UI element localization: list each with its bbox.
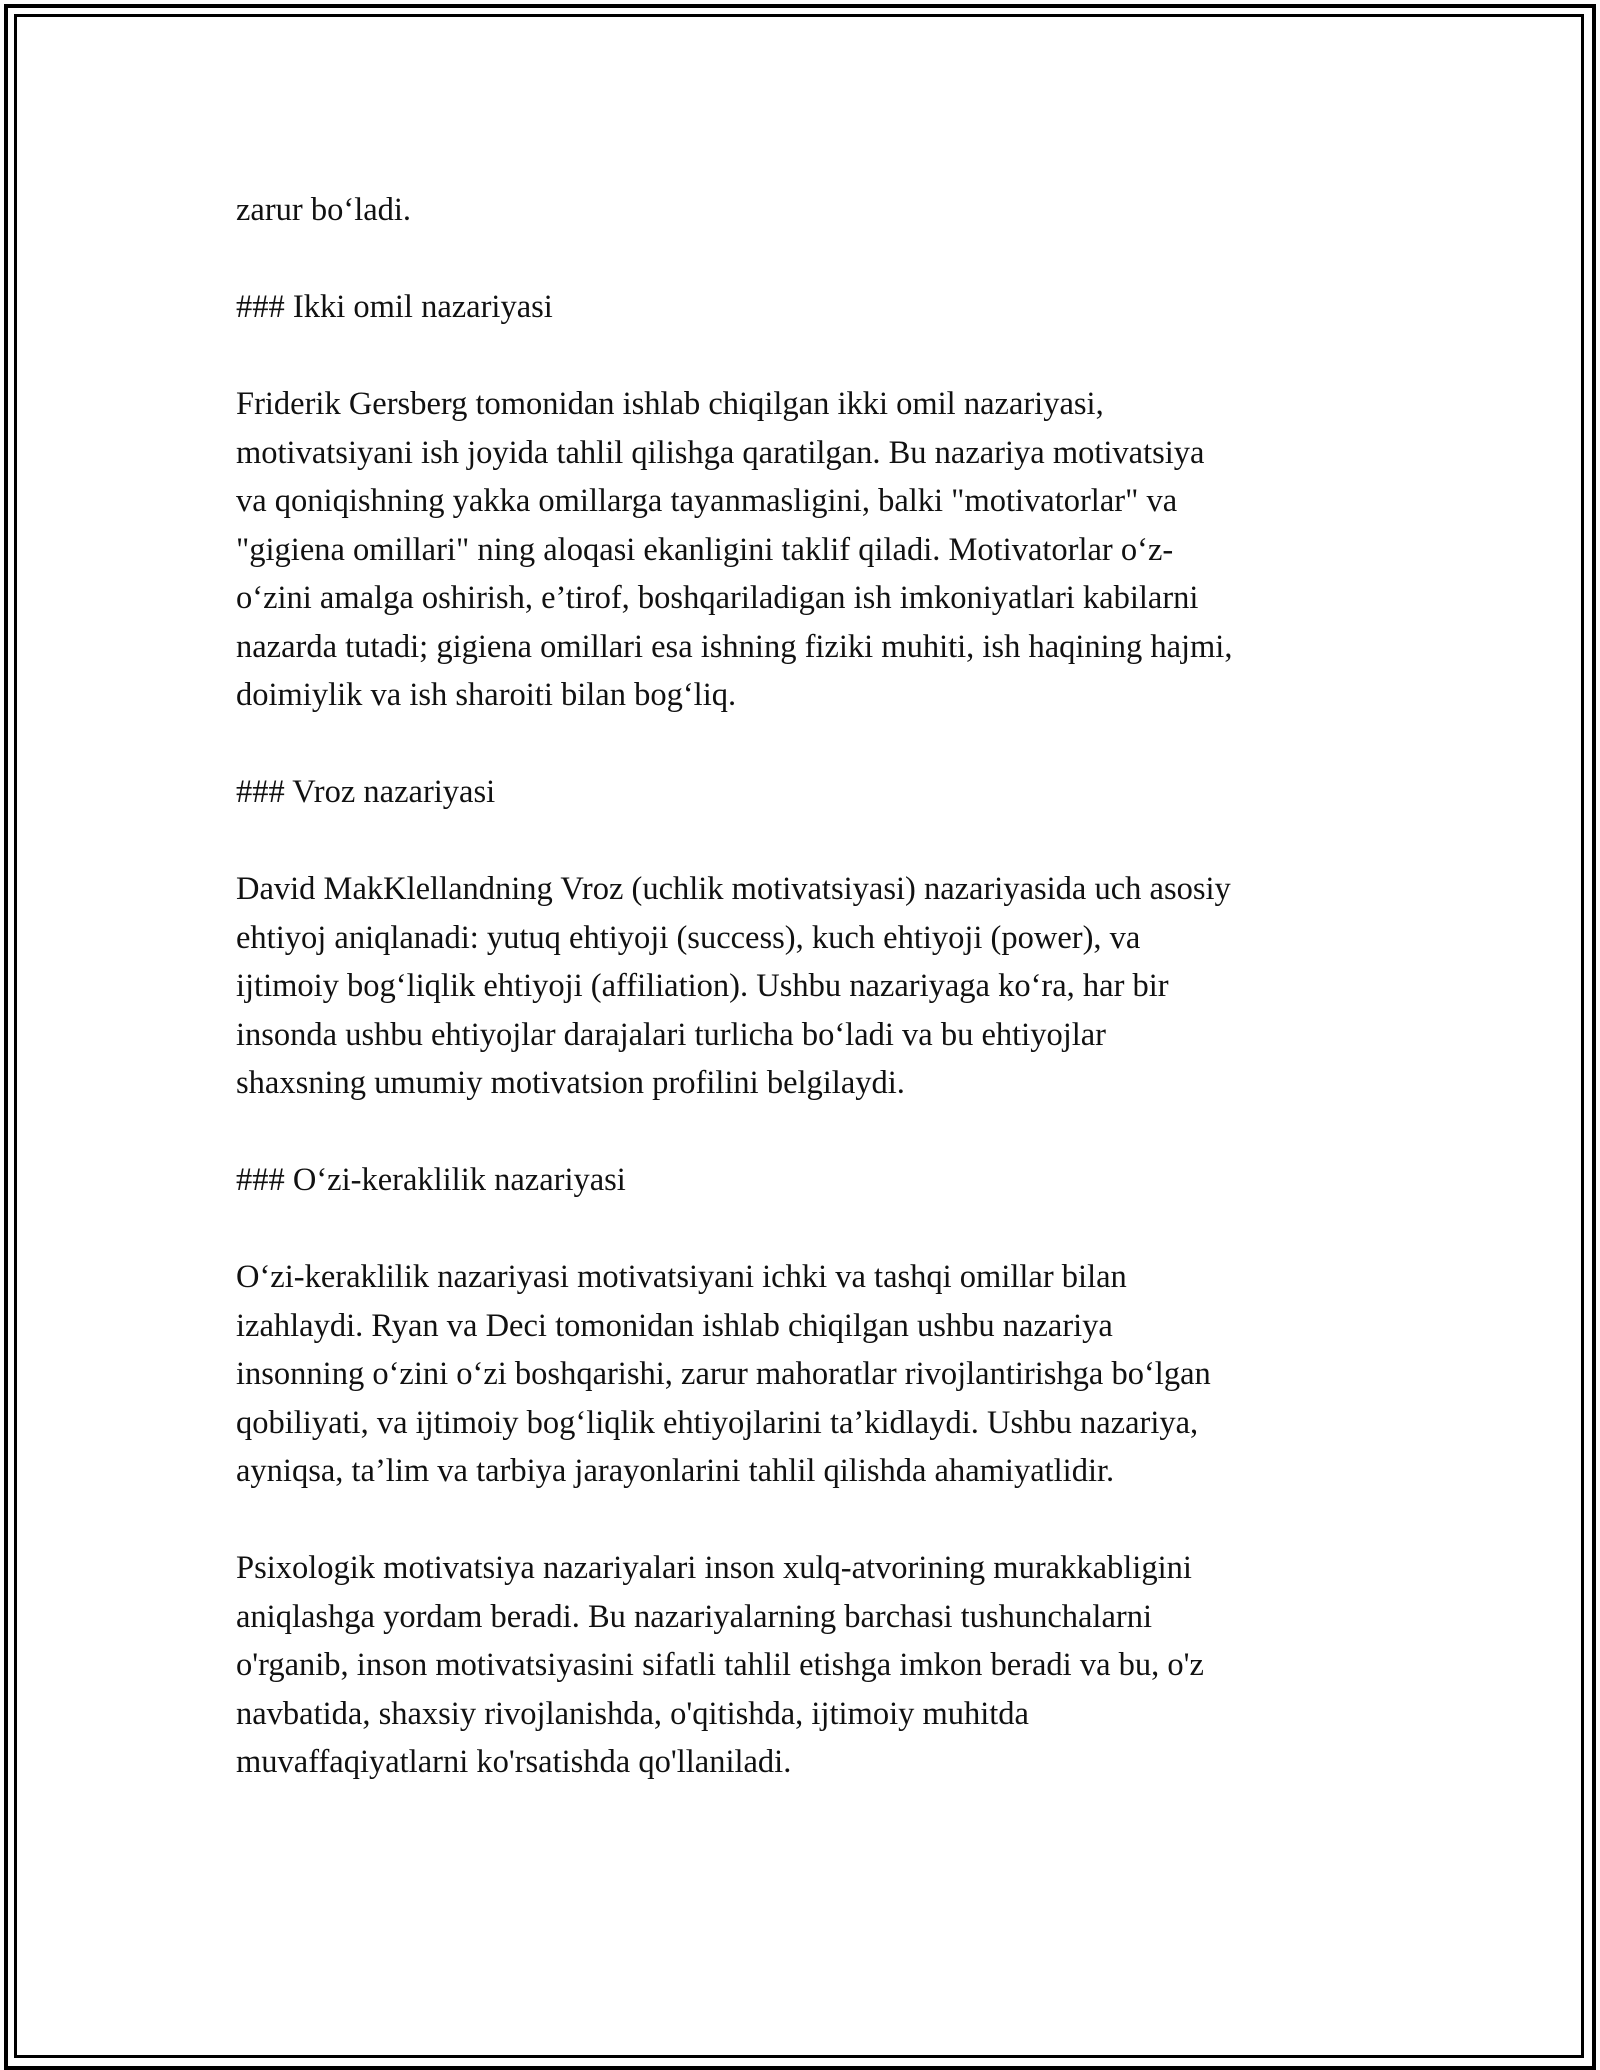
- text-line: motivatsiyani ish joyida tahlil qilishga qaratilgan. Bu nazariya motivatsiya: [236, 434, 1205, 471]
- heading-vroz-theory: [236, 768, 1366, 817]
- text-line: doimiylik va ish sharoiti bilan bog‘liq.: [236, 677, 737, 713]
- section-heading: ### O‘zi-keraklilik nazariyasi: [236, 1162, 626, 1198]
- text-line: zarur bo‘ladi.: [236, 192, 412, 228]
- text-line: aniqlashga yordam beradi. Bu nazariyalarning barchasi tushunchalarni: [236, 1598, 1152, 1635]
- text-line: muvaffaqiyatlarni ko'rsatishda qo'llaniladi.: [236, 1744, 792, 1780]
- text-line: ayniqsa, ta’lim va tarbiya jarayonlarini tahlil qilishda ahamiyatlidir.: [236, 1453, 1115, 1489]
- text-line: ehtiyoj aniqlanadi: yutuq ehtiyoji (success), kuch ehtiyoji (power), va: [236, 919, 1141, 956]
- text-line: insonning o‘zini o‘zi boshqarishi, zarur mahoratlar rivojlantirishga bo‘lgan: [236, 1356, 1211, 1392]
- text-line: navbatida, shaxsiy rivojlanishda, o'qitishda, ijtimoiy muhitda: [236, 1695, 1029, 1732]
- text-line: O‘zi-keraklilik nazariyasi motivatsiyani ichki va tashqi omillar bilan: [236, 1259, 1127, 1295]
- section-heading: ### Vroz nazariyasi: [236, 774, 496, 810]
- text-line: va qoniqishning yakka omillarga tayanmasligini, balki "motivatorlar" va: [236, 483, 1178, 519]
- paragraph-intro-fragment: [236, 186, 1366, 235]
- document-page: [236, 186, 1366, 1835]
- text-line: o‘zini amalga oshirish, e’tirof, boshqariladigan ish imkoniyatlari kabilarni: [236, 580, 1199, 616]
- text-line: nazarda tutadi; gigiena omillari esa ishning fiziki muhiti, ish haqining hajmi,: [236, 628, 1233, 665]
- paragraph-self-determination-theory: [236, 1253, 1366, 1496]
- text-line: izahlaydi. Ryan va Deci tomonidan ishlab chiqilgan ushbu nazariya: [236, 1307, 1113, 1344]
- text-line: Psixologik motivatsiya nazariyalari inson xulq-atvorining murakkabligini: [236, 1550, 1192, 1586]
- paragraph-two-factor-theory: [236, 380, 1366, 720]
- text-line: qobiliyati, va ijtimoiy bog‘liqlik ehtiyojlarini ta’kidlaydi. Ushbu nazariya,: [236, 1404, 1199, 1441]
- heading-self-determination-theory: [236, 1156, 1366, 1205]
- heading-two-factor-theory: [236, 283, 1366, 332]
- text-line: "gigiena omillari" ning aloqasi ekanligini taklif qiladi. Motivatorlar o‘z-: [236, 531, 1174, 568]
- text-line: o'rganib, inson motivatsiyasini sifatli tahlil etishga imkon beradi va bu, o'z: [236, 1647, 1204, 1683]
- text-line: insonda ushbu ehtiyojlar darajalari turlicha bo‘ladi va bu ehtiyojlar: [236, 1016, 1107, 1053]
- text-line: Friderik Gersberg tomonidan ishlab chiqilgan ikki omil nazariyasi,: [236, 386, 1104, 422]
- text-line: David MakKlellandning Vroz (uchlik motivatsiyasi) nazariyasida uch asosiy: [236, 871, 1231, 907]
- text-line: ijtimoiy bog‘liqlik ehtiyoji (affiliation). Ushbu nazariyaga ko‘ra, har bir: [236, 968, 1169, 1004]
- text-line: shaxsning umumiy motivatsion profilini belgilaydi.: [236, 1065, 905, 1101]
- section-heading: ### Ikki omil nazariyasi: [236, 289, 553, 325]
- paragraph-conclusion: [236, 1544, 1366, 1787]
- paragraph-vroz-theory: [236, 865, 1366, 1108]
